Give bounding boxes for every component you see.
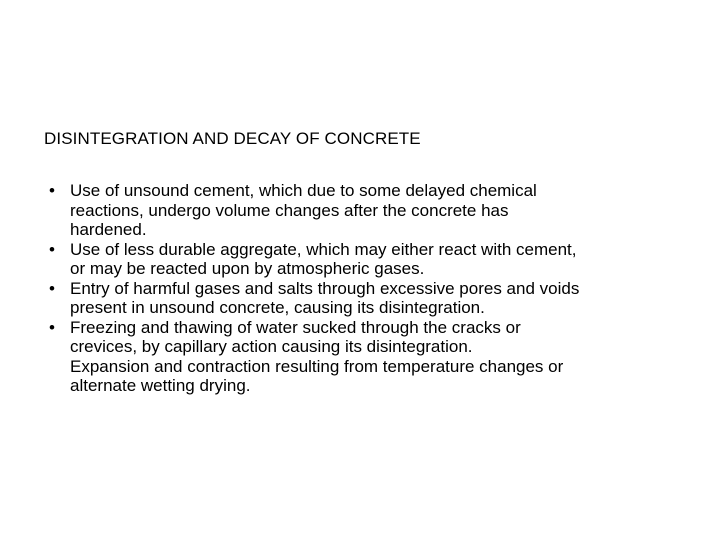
bullet-line: hardened.: [70, 220, 147, 239]
bullet-line: Entry of harmful gases and salts through excessive pores and voids: [70, 278, 580, 298]
bullet-line: Freezing and thawing of water sucked through the cracks or: [70, 317, 521, 337]
bullet-list: [44, 181, 694, 396]
bullet-dot-icon: •: [49, 317, 55, 337]
bullet-line: or may be reacted upon by atmospheric gases.: [70, 259, 425, 278]
bullet-dot-icon: •: [49, 181, 55, 200]
bullet-line: present in unsound concrete, causing its disintegration.: [70, 298, 485, 317]
bullet-line: Use of less durable aggregate, which may either react with cement,: [70, 239, 577, 259]
bullet-line: alternate wetting drying.: [70, 376, 251, 395]
bullet-line: crevices, by capillary action causing its disintegration.: [70, 337, 473, 356]
bullet-dot-icon: •: [49, 278, 55, 298]
bullet-line: reactions, undergo volume changes after the concrete has: [70, 200, 509, 220]
bullet-item: [44, 279, 694, 318]
bullet-line: Expansion and contraction resulting from temperature changes or: [70, 356, 564, 376]
bullet-item: [44, 181, 694, 240]
bullet-item: [44, 318, 694, 396]
bullet-item: [44, 240, 694, 279]
bullet-line: Use of unsound cement, which due to some delayed chemical: [70, 181, 537, 200]
bullet-dot-icon: •: [49, 239, 55, 259]
slide-title: DISINTEGRATION AND DECAY OF CONCRETE: [44, 129, 421, 148]
